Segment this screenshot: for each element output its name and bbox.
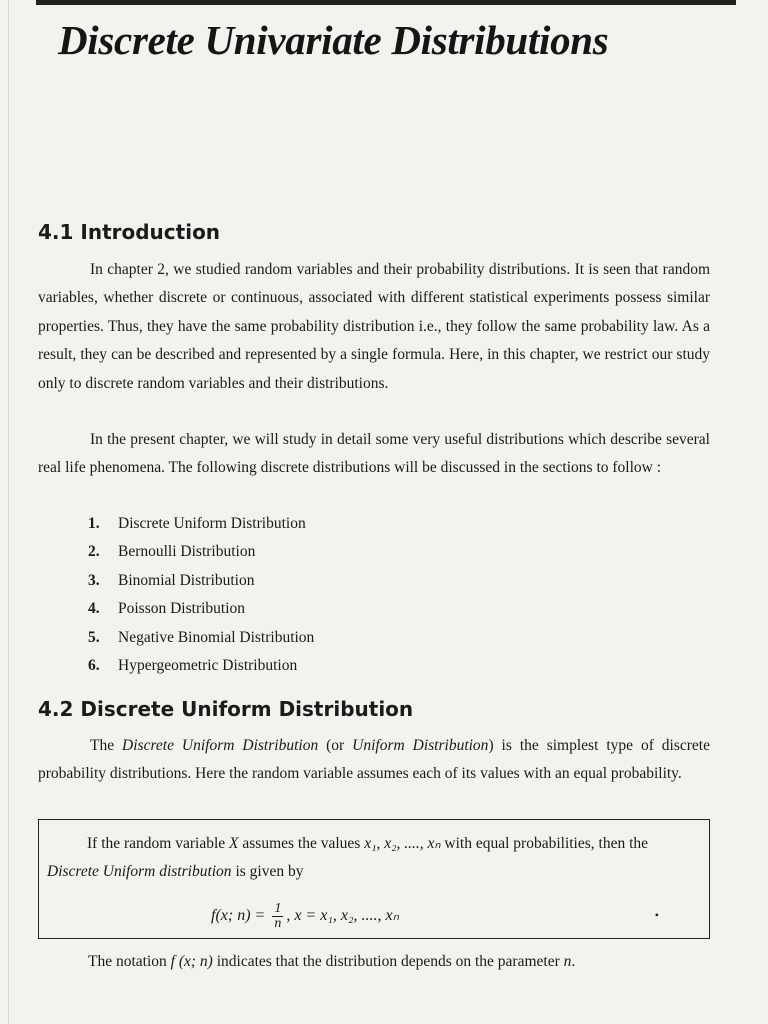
text-run: indicates that the distribution depends on the parameter <box>212 953 564 970</box>
distribution-list <box>88 510 314 680</box>
list-item <box>88 567 314 595</box>
intro-paragraph-1: In chapter 2, we studied random variables and their probability distributions. It is seen that random variables, whether discrete or continuous, associated with different statistical experiments possess similar properties. Thus, they have the same probability distribution i.e., they follow the same probability law. As a result, they can be described and represented by a single formula. Here, in this chapter, we restrict our study only to discrete random variables and their distributions. <box>38 261 710 392</box>
parameter-n: n <box>563 953 572 970</box>
term-uniform: Uniform Distribution <box>352 737 489 754</box>
formula-lhs: f(x; n) = <box>211 907 266 925</box>
list-label: Binomial Distribution <box>118 571 255 589</box>
list-item <box>88 510 314 538</box>
list-label: Hypergeometric Distribution <box>118 657 298 675</box>
intro-paragraph-2: In the present chapter, we will study in detail some very useful distributions which describe several real life phenomena. The following discrete distributions will be discussed in the sections to follow : <box>38 431 710 477</box>
text-run: If the random variable <box>87 835 230 852</box>
text-run: with equal probabilities, then the <box>440 835 649 852</box>
list-label: Poisson Distribution <box>118 600 246 618</box>
text-run: . <box>571 953 576 970</box>
fraction-denominator: n <box>274 916 282 931</box>
definition-box <box>38 819 710 939</box>
notation-f: f (x; n) <box>170 953 213 970</box>
section-heading-discrete-uniform: 4.2 Discrete Uniform Distribution <box>38 697 414 721</box>
values-list: x₁, x₂, ...., xₙ <box>364 835 441 852</box>
list-number: 1. <box>88 515 100 532</box>
formula-domain: , x = x₁, x₂, ...., xₙ <box>286 907 400 925</box>
text-run: is given by <box>231 863 304 880</box>
list-label: Negative Binomial Distribution <box>118 628 315 646</box>
list-item <box>88 538 314 566</box>
text-run: assumes the values <box>238 835 365 852</box>
text-run: The notation <box>88 953 171 970</box>
list-item <box>88 652 314 680</box>
text-run: The <box>90 737 123 754</box>
fraction <box>272 902 283 931</box>
list-label: Discrete Uniform Distribution <box>118 515 306 532</box>
list-number: 2. <box>88 543 100 561</box>
text-run: ) is the simplest type of discrete probability distributions. Here the random variable assumes each of its values with an equal probability. <box>38 737 710 783</box>
list-number: 3. <box>88 571 100 589</box>
list-number: 6. <box>88 657 100 675</box>
fraction-numerator: 1 <box>274 901 282 916</box>
chapter-title: Discrete Univariate Distributions <box>58 17 609 63</box>
top-rule <box>36 0 736 5</box>
definition-text <box>47 830 701 886</box>
notation-note <box>88 948 575 976</box>
list-item <box>88 595 314 623</box>
term-discrete-uniform: Discrete Uniform Distribution <box>122 737 319 754</box>
text-run: (or <box>318 737 353 754</box>
page-edge-rule <box>8 0 9 1024</box>
pmf-formula <box>211 902 399 931</box>
list-item <box>88 624 314 652</box>
stray-mark: • <box>654 908 659 922</box>
term-discrete-uniform-distribution: Discrete Uniform distribution <box>47 863 232 880</box>
list-label: Bernoulli Distribution <box>118 543 256 561</box>
list-number: 5. <box>88 628 100 646</box>
variable-x: X <box>229 835 239 852</box>
list-number: 4. <box>88 600 100 618</box>
uniform-intro-paragraph <box>38 732 710 789</box>
section-heading-introduction: 4.1 Introduction <box>38 220 221 244</box>
